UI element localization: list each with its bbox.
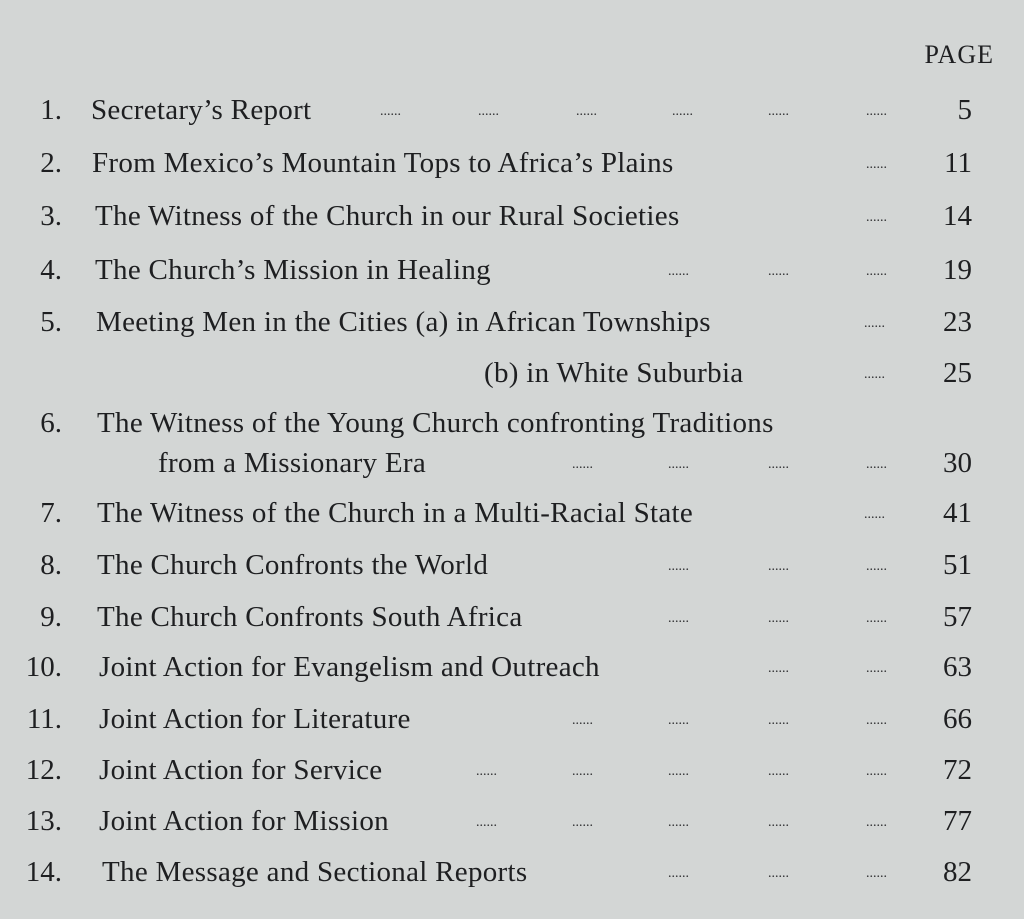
dot-leader: ......	[668, 713, 689, 728]
toc-entry-number: 2.	[40, 147, 62, 179]
toc-entry	[0, 647, 1024, 687]
dot-leader: ......	[572, 713, 593, 728]
dot-leader: ......	[476, 764, 497, 779]
toc-entry	[0, 493, 1024, 533]
dot-leader: ......	[768, 611, 789, 626]
dot-leader: ......	[572, 815, 593, 830]
toc-entry-number: 5.	[40, 306, 62, 338]
dot-leader: ......	[866, 764, 887, 779]
toc-entry-page: 19	[943, 254, 972, 286]
toc-entry-number: 10.	[25, 651, 62, 683]
toc-entry-title: The Church’s Mission in Healing	[95, 254, 491, 286]
dot-leader: ......	[576, 104, 597, 119]
dot-leader: ......	[866, 815, 887, 830]
toc-entry-page: 57	[943, 601, 972, 633]
dot-leader: ......	[668, 264, 689, 279]
toc-entry	[0, 403, 1024, 443]
dot-leader: ......	[866, 866, 887, 881]
toc-entry-title: The Witness of the Young Church confronting Traditions	[97, 407, 774, 439]
toc-entry-page: 77	[943, 805, 972, 837]
toc-entry-number: 4.	[40, 254, 62, 286]
dot-leader: ......	[866, 210, 887, 225]
dot-leader: ......	[866, 457, 887, 472]
toc-entry-number: 8.	[40, 549, 62, 581]
toc-entry-number: 14.	[25, 856, 62, 888]
dot-leader: ......	[866, 611, 887, 626]
toc-entry-title: The Witness of the Church in a Multi-Racial State	[97, 497, 694, 529]
toc-entry-number: 11.	[26, 703, 62, 735]
dot-leader: ......	[768, 457, 789, 472]
toc-entry-page: 23	[943, 306, 972, 338]
toc-entry-page: 66	[943, 703, 972, 735]
toc-entry-page: 14	[943, 200, 972, 232]
toc-entry	[0, 443, 1024, 483]
toc-entry	[0, 196, 1024, 236]
dot-leader: ......	[864, 507, 885, 522]
toc-entry	[0, 699, 1024, 739]
toc-entry-page: 11	[944, 147, 972, 179]
toc-entry-title: Meeting Men in the Cities (a) in African Townships	[96, 306, 711, 338]
toc-entry-number: 1.	[40, 94, 62, 126]
dot-leader: ......	[380, 104, 401, 119]
dot-leader: ......	[866, 264, 887, 279]
dot-leader: ......	[668, 559, 689, 574]
dot-leader: ......	[476, 815, 497, 830]
dot-leader: ......	[768, 264, 789, 279]
dot-leader: ......	[768, 866, 789, 881]
toc-entry-title: Joint Action for Evangelism and Outreach	[99, 651, 600, 683]
toc-entry	[0, 545, 1024, 585]
toc-entry-number: 6.	[40, 407, 62, 439]
toc-entry-page: 51	[943, 549, 972, 581]
dot-leader: ......	[768, 764, 789, 779]
dot-leader: ......	[866, 713, 887, 728]
toc-entry	[0, 597, 1024, 637]
toc-entry-title: The Witness of the Church in our Rural Societies	[95, 200, 680, 232]
toc-entry	[0, 353, 1024, 393]
toc-entry-page: 25	[943, 357, 972, 389]
toc-entry-title: from a Missionary Era	[158, 447, 427, 479]
dot-leader: ......	[866, 104, 887, 119]
toc-entry-page: 72	[943, 754, 972, 786]
toc-entry	[0, 143, 1024, 183]
dot-leader: ......	[768, 661, 789, 676]
toc-entry-number: 12.	[25, 754, 62, 786]
toc-entry-number: 3.	[40, 200, 62, 232]
toc-entry-title: The Message and Sectional Reports	[102, 856, 528, 888]
toc-entry	[0, 250, 1024, 290]
toc-entry-page: 30	[943, 447, 972, 479]
toc-entry	[0, 302, 1024, 342]
toc-entry-title: From Mexico’s Mountain Tops to Africa’s Plains	[92, 147, 674, 179]
dot-leader: ......	[768, 815, 789, 830]
dot-leader: ......	[668, 866, 689, 881]
toc-entry-number: 9.	[40, 601, 62, 633]
dot-leader: ......	[768, 104, 789, 119]
dot-leader: ......	[866, 559, 887, 574]
toc-entry	[0, 852, 1024, 892]
dot-leader: ......	[572, 457, 593, 472]
dot-leader: ......	[866, 157, 887, 172]
toc-entry-title: The Church Confronts South Africa	[97, 601, 523, 633]
toc-entry-title: Joint Action for Literature	[99, 703, 411, 735]
dot-leader: ......	[768, 713, 789, 728]
dot-leader: ......	[572, 764, 593, 779]
toc-entry-page: 5	[957, 94, 972, 126]
dot-leader: ......	[864, 367, 885, 382]
dot-leader: ......	[768, 559, 789, 574]
toc-entry-page: 41	[943, 497, 972, 529]
toc-entry-page: 82	[943, 856, 972, 888]
toc-entry-title: Joint Action for Service	[99, 754, 383, 786]
toc-entry-title: The Church Confronts the World	[97, 549, 489, 581]
dot-leader: ......	[668, 764, 689, 779]
dot-leader: ......	[866, 661, 887, 676]
dot-leader: ......	[668, 611, 689, 626]
dot-leader: ......	[478, 104, 499, 119]
dot-leader: ......	[668, 815, 689, 830]
toc-entry-number: 7.	[40, 497, 62, 529]
dot-leader: ......	[668, 457, 689, 472]
dot-leader: ......	[672, 104, 693, 119]
toc-entry-page: 63	[943, 651, 972, 683]
toc-entry-title: Secretary’s Report	[91, 94, 312, 126]
dot-leader: ......	[864, 316, 885, 331]
toc-entry	[0, 801, 1024, 841]
toc-entry	[0, 750, 1024, 790]
page-column-heading: PAGE	[924, 40, 994, 69]
toc-entry-title: (b) in White Suburbia	[484, 357, 744, 389]
toc-entry-title: Joint Action for Mission	[99, 805, 389, 837]
toc-entry	[0, 90, 1024, 130]
toc-entry-number: 13.	[25, 805, 62, 837]
